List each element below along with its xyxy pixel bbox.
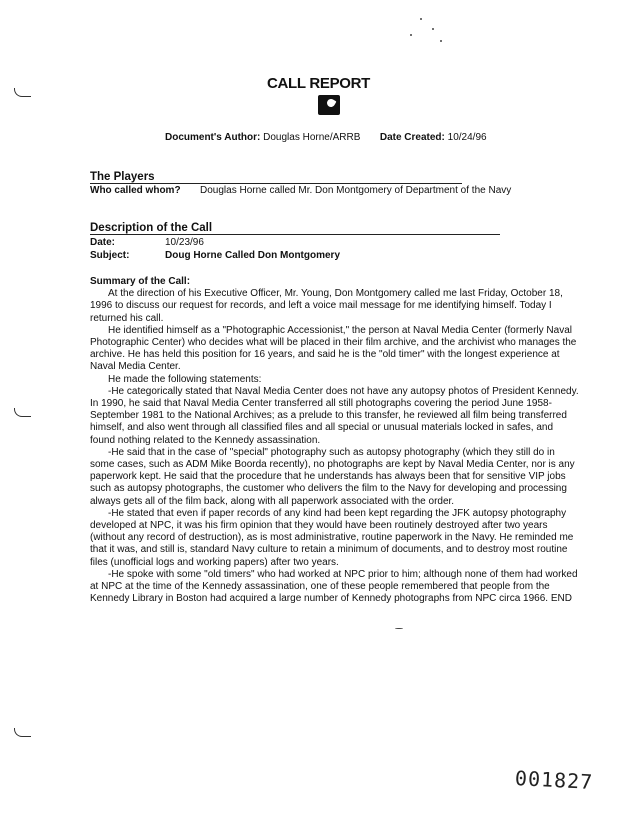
author-label: Document's Author: (165, 132, 261, 143)
date-value: 10/23/96 (165, 237, 204, 248)
who-label: Who called whom? (90, 185, 181, 196)
description-rule (90, 234, 500, 235)
author-line (165, 132, 487, 143)
summary-paragraph: He identified himself as a "Photographic Accessionist," the person at Naval Media Center (formerly Naval Photographic Center) who decides what will be placed in their film archive, and the archivist who manages the archive. He has held this position for 16 years, and said he is the "old timer" with the longest experience at Naval Media Center. (90, 324, 577, 373)
scan-speck (395, 628, 403, 629)
players-rule (90, 183, 462, 184)
summary-paragraph: He made the following statements: (108, 373, 262, 385)
date-created-value: 10/24/96 (447, 132, 487, 143)
summary-paragraph: -He stated that even if paper records of any kind had been kept regarding the JFK autopsy photography developed at NPC, it was his firm opinion that they would have been routinely destroyed after two years (without any record of destruction), as is most administrative, routine paperwork in the Navy. He reminded me that it was, and still is, standard Navy culture to retain a minimum of documents, and to destroy most routine files (unofficial logs and working papers) after two years. (90, 507, 574, 568)
subject-value: Doug Horne Called Don Montgomery (165, 250, 340, 261)
margin-mark (14, 728, 31, 737)
agency-logo-icon (318, 95, 340, 115)
summary-paragraph: -He spoke with some "old timers" who had worked at NPC prior to him; although none of them had worked at NPC at the time of the Kennedy assassination, one of these people remembered that people from the Kennedy Library in Boston had acquired a large number of Kennedy photographs from NPC circa 1966. END (90, 568, 578, 605)
document-number-stamp: 001827 (514, 765, 594, 795)
margin-mark (14, 408, 31, 417)
summary-heading: Summary of the Call: (90, 276, 191, 287)
scan-speck (432, 28, 434, 30)
scan-speck (440, 40, 442, 42)
who-value: Douglas Horne called Mr. Don Montgomery of Department of the Navy (200, 185, 512, 196)
subject-label: Subject: (90, 250, 130, 261)
margin-mark (14, 88, 31, 97)
summary-body (90, 276, 580, 605)
author-value: Douglas Horne/ARRB (263, 132, 361, 143)
report-title: CALL REPORT (266, 75, 371, 92)
scan-speck (410, 34, 412, 36)
date-label: Date: (90, 237, 116, 248)
date-created-label: Date Created: (379, 132, 445, 143)
summary-paragraph: -He categorically stated that Naval Media Center does not have any autopsy photos of President Kennedy. In 1990, he said that Naval Media Center transferred all still photographs covering the period June 1958-September 1981 to the National Archives; as a prelude to this transfer, he reviewed all film being transferred himself, and also went through all classified files and all special or unusual materials locked in safes, and found nothing related to the Kennedy assassination. (90, 385, 579, 446)
players-heading: The Players (90, 171, 155, 183)
summary-paragraph: At the direction of his Executive Officer, Mr. Young, Don Montgomery called me last Friday, October 18, 1996 to discuss our request for records, and left a voice mail message for me identifying himself. Today I returned his call. (90, 288, 563, 324)
scan-speck (420, 18, 422, 20)
description-heading: Description of the Call (90, 222, 213, 234)
summary-paragraph: -He said that in the case of "special" photography such as autopsy photography (which they still do in some cases, such as ADM Mike Boorda recently), no photographs are kept by Naval Media Center, nor is any paperwork kept. He said that the procedure that he understands has always been that for sensitive VIP jobs such as autopsy photographs, the customer who delivers the film to the Navy for developing and processing always gets all of the film back, along with all paperwork associated with the order. (90, 446, 575, 507)
